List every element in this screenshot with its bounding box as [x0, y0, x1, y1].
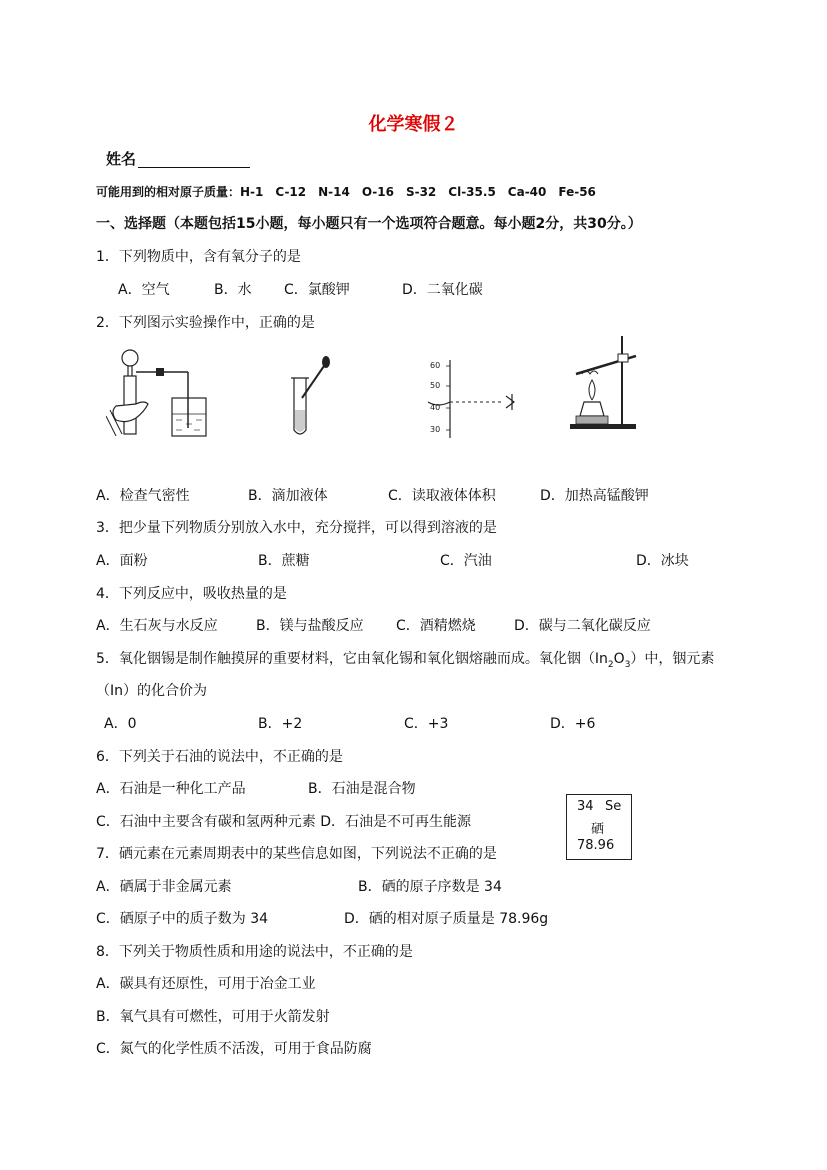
- q7-option-b: B．硒的原子序数是 34: [358, 879, 502, 895]
- q4-option-b: B．镁与盐酸反应: [256, 618, 364, 634]
- q4-stem: 4．下列反应中，吸收热量的是: [96, 586, 287, 602]
- q6-option-a: A．石油是一种化工产品: [96, 781, 246, 797]
- q5-option-d: D．+6: [550, 716, 596, 732]
- q5-formula-o: O: [613, 651, 625, 667]
- q7-stem: 7．硒元素在元素周期表中的某些信息如图，下列说法不正确的是: [96, 846, 497, 862]
- tick-label-50: 50: [430, 381, 441, 390]
- q1-option-b: B．水: [214, 282, 252, 298]
- page-title: 化学寒假２: [368, 114, 459, 135]
- q5-sub-2: 2: [607, 659, 614, 670]
- q2-option-d: D．加热高锰酸钾: [540, 488, 649, 504]
- q6-options-cd: C．石油中主要含有碳和氢两种元素 D．石油是不可再生能源: [96, 814, 472, 830]
- q5-option-b: B．+2: [258, 716, 303, 732]
- element-mass: 78.96: [577, 838, 615, 853]
- q1-option-c: C．氯酸钾: [284, 282, 350, 298]
- apparatus-airtight-figure: [106, 346, 216, 440]
- q4-option-c: C．酒精燃烧: [396, 618, 476, 634]
- atomic-masses: 可能用到的相对原子质量：H-1 C-12 N-14 O-16 S-32 Cl-35.5 Ca-40 Fe-56: [96, 185, 596, 199]
- q5-stem: [96, 650, 714, 674]
- q6-option-b: B．石油是混合物: [308, 781, 416, 797]
- q8-option-a: A．碳具有还原性，可用于冶金工业: [96, 976, 316, 992]
- q5-stem-part1: 5．氧化铟锡是制作触摸屏的重要材料，它由氧化锡和氧化铟熔融而成。氧化铟（In: [96, 651, 608, 667]
- q4-option-a: A．生石灰与水反应: [96, 618, 218, 634]
- q2-option-c: C．读取液体体积: [388, 488, 496, 504]
- element-number: 34: [577, 799, 594, 814]
- tick-label-40: 40: [430, 403, 441, 412]
- q1-option-a: A．空气: [118, 282, 170, 298]
- tick-label-60: 60: [430, 361, 441, 370]
- q6-stem: 6．下列关于石油的说法中，不正确的是: [96, 749, 343, 765]
- heating-apparatus-figure: [566, 332, 646, 432]
- tick-label-30: 30: [430, 425, 441, 434]
- dropper-figure: [288, 354, 338, 440]
- q3-option-b: B．蔗糖: [258, 553, 310, 569]
- q5-option-c: C．+3: [404, 716, 449, 732]
- q3-stem: 3．把少量下列物质分别放入水中，充分搅拌，可以得到溶液的是: [96, 520, 497, 536]
- q1-stem: 1．下列物质中，含有氧分子的是: [96, 249, 301, 265]
- q5-stem-line2: （In）的化合价为: [96, 683, 208, 699]
- q8-option-c: C．氮气的化学性质不活泼，可用于食品防腐: [96, 1041, 372, 1057]
- name-blank: [138, 153, 250, 168]
- q2-option-b: B．滴加液体: [248, 488, 328, 504]
- q7-option-a: A．硒属于非金属元素: [96, 879, 232, 895]
- q3-option-c: C．汽油: [440, 553, 492, 569]
- name-label: 姓名: [106, 150, 137, 168]
- graduated-cylinder-figure: [424, 358, 524, 440]
- q3-option-d: D．冰块: [636, 553, 689, 569]
- q4-option-d: D．碳与二氧化碳反应: [514, 618, 651, 634]
- q1-option-d: D．二氧化碳: [402, 282, 483, 298]
- q8-option-b: B．氧气具有可燃性，可用于火箭发射: [96, 1009, 330, 1025]
- q2-option-a: A．检查气密性: [96, 488, 190, 504]
- q3-option-a: A．面粉: [96, 553, 148, 569]
- element-symbol: Se: [605, 799, 622, 814]
- q7-option-d: D．硒的相对原子质量是 78.96g: [344, 911, 549, 927]
- element-tile-selenium: [566, 794, 632, 860]
- q5-sub-3: 3: [624, 659, 631, 670]
- name-field: [106, 150, 250, 168]
- q5-option-a: A．0: [104, 716, 137, 732]
- q8-stem: 8．下列关于物质性质和用途的说法中，不正确的是: [96, 944, 413, 960]
- section-heading: 一、选择题（本题包括15小题，每小题只有一个选项符合题意。每小题2分，共30分。）: [96, 216, 642, 232]
- element-name: 硒: [591, 822, 605, 837]
- q5-stem-part2: ）中，铟元素: [630, 651, 715, 667]
- q2-stem: 2．下列图示实验操作中，正确的是: [96, 315, 315, 331]
- q7-option-c: C．硒原子中的质子数为 34: [96, 911, 269, 927]
